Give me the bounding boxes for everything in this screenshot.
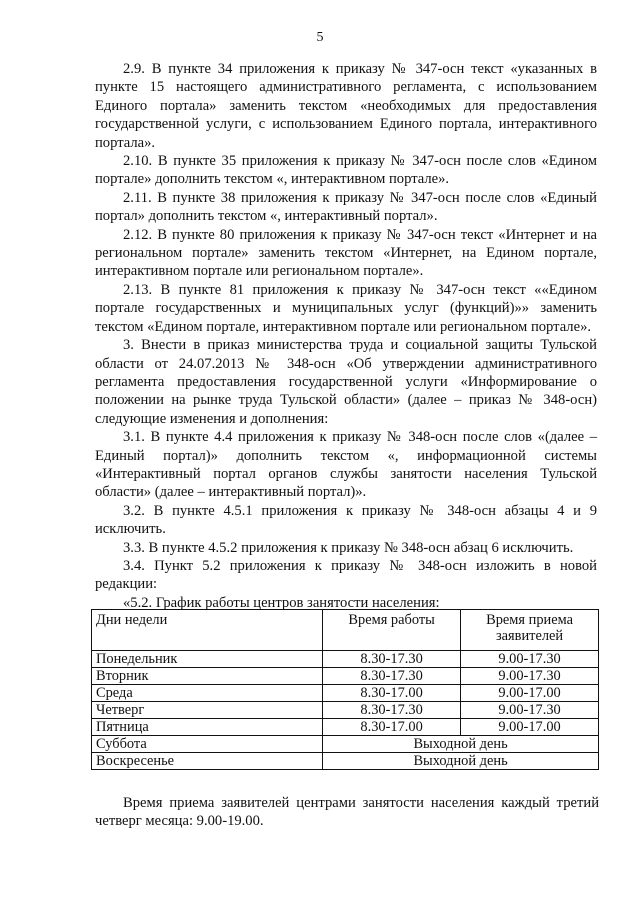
day-cell: Пятница <box>92 719 323 736</box>
day-cell: Среда <box>92 685 323 702</box>
paragraph-3: 3. Внести в приказ министерства труда и социальной защиты Тульской области от 24.07.2013 № 348-осн «Об утверждении административного регламента предоставления государственной услуги «Информирование о положении на рынке труда Тульской области» (далее – приказ № 348-осн) следующие изменения и дополнения: <box>95 337 597 427</box>
header-reception-time: Время приема заявителей <box>461 610 599 651</box>
paragraph-2-10: 2.10. В пункте 35 приложения к приказу № 347-осн после слов «Едином портале» дополнить текстом «, интерактивном портале». <box>95 153 597 188</box>
reception-time-cell: 9.00-17.30 <box>461 651 599 668</box>
day-cell: Воскресенье <box>92 753 323 770</box>
table-row <box>92 719 599 736</box>
paragraph-3-3: 3.3. В пункте 4.5.2 приложения к приказу № 348-осн абзац 6 исключить. <box>123 539 574 556</box>
table-row-weekend <box>92 736 599 753</box>
table-row <box>92 668 599 685</box>
document-body <box>95 60 597 612</box>
day-off-cell: Выходной день <box>323 753 599 770</box>
footer-note <box>95 794 599 831</box>
paragraph-2-13: 2.13. В пункте 81 приложения к приказу № 347-осн текст ««Едином портале государственных и муниципальных услуг (функций)»» заменить текстом «Едином портале, интерактивном портале или региональном портале». <box>95 281 597 335</box>
work-time-cell: 8.30-17.30 <box>323 668 461 685</box>
table-row <box>92 702 599 719</box>
paragraph-2-11: 2.11. В пункте 38 приложения к приказу № 347-осн после слов «Единый портал» дополнить текстом «, интерактивный портал». <box>95 189 597 225</box>
day-cell: Понедельник <box>92 651 323 668</box>
paragraph-3-4: 3.4. Пункт 5.2 приложения к приказу № 348-осн изложить в новой редакции: <box>95 557 597 593</box>
day-cell: Вторник <box>92 668 323 685</box>
paragraph-2-12: 2.12. В пункте 80 приложения к приказу № 347-осн текст «Интернет и на региональном портале» заменить текстом «Интернет, на Едином портале, интерактивном портале или региональном портале». <box>95 226 597 280</box>
table-row <box>92 651 599 668</box>
schedule-table <box>91 609 599 770</box>
reception-time-cell: 9.00-17.30 <box>461 668 599 685</box>
reception-time-cell: 9.00-17.30 <box>461 702 599 719</box>
day-cell: Четверг <box>92 702 323 719</box>
table-header-row <box>92 610 599 651</box>
paragraph-3-2: 3.2. В пункте 4.5.1 приложения к приказу № 348-осн абзацы 4 и 9 исключить. <box>95 502 597 538</box>
header-days: Дни недели <box>92 610 323 651</box>
reception-note: Время приема заявителей центрами занятости населения каждый третий четверг месяца: 9.00-19.00. <box>95 795 599 830</box>
paragraph-2-9: 2.9. В пункте 34 приложения к приказу № 347-осн текст «указанных в пункте 15 настоящего административного регламента, с использованием Единого портала» заменить текстом «необходимых для предоставления государственной услуги, с использованием Единого портала, интерактивного портала». <box>95 61 597 151</box>
paragraph-3-1: 3.1. В пункте 4.4 приложения к приказу № 348-осн после слов «(далее – Единый портал)» дополнить текстом «, информационной системы «Интерактивный портал органов службы занятости населения Тульской области» (далее – интерактивный портал)». <box>95 429 597 501</box>
work-time-cell: 8.30-17.00 <box>323 685 461 702</box>
paragraph-5-2-heading: «5.2. График работы центров занятости населения: <box>123 594 440 611</box>
work-time-cell: 8.30-17.30 <box>323 702 461 719</box>
day-off-cell: Выходной день <box>323 736 599 753</box>
work-time-cell: 8.30-17.30 <box>323 651 461 668</box>
table-row <box>92 685 599 702</box>
day-cell: Суббота <box>92 736 323 753</box>
work-time-cell: 8.30-17.00 <box>323 719 461 736</box>
page-number: 5 <box>316 30 324 45</box>
table-row-weekend <box>92 753 599 770</box>
reception-time-cell: 9.00-17.00 <box>461 685 599 702</box>
header-work-time: Время работы <box>323 610 461 651</box>
reception-time-cell: 9.00-17.00 <box>461 719 599 736</box>
